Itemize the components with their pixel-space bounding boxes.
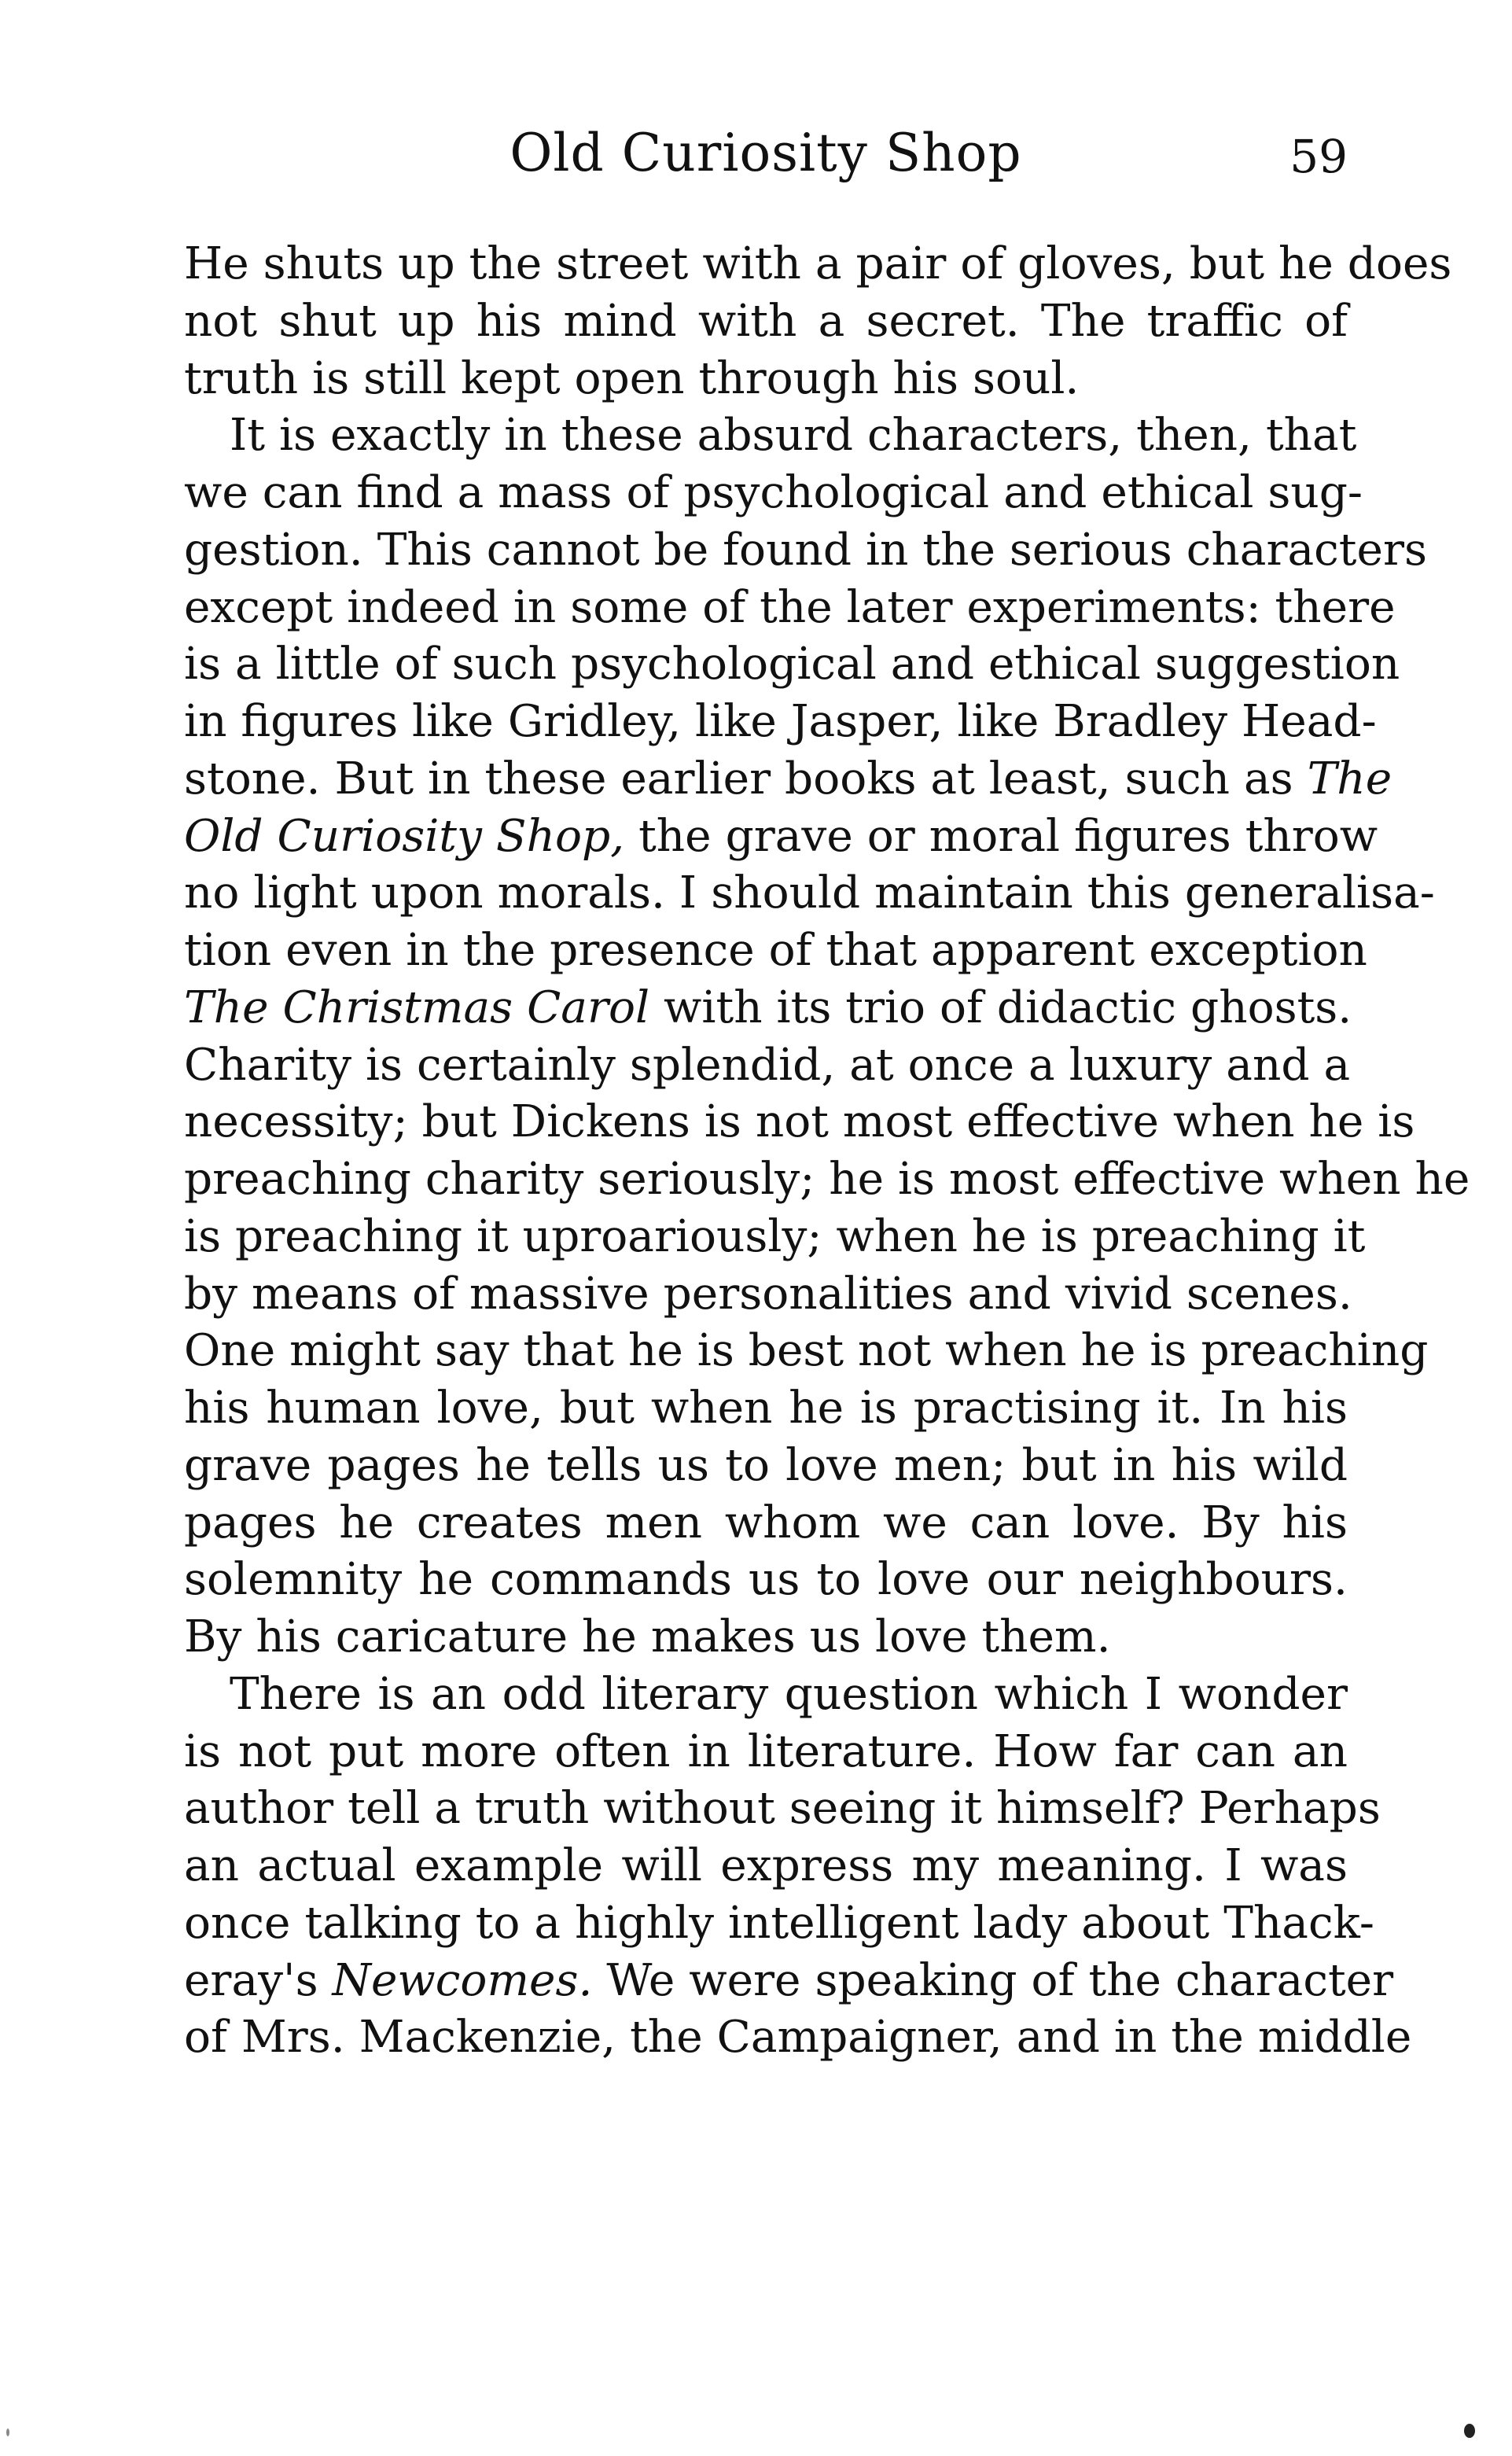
text-line bbox=[184, 351, 1348, 408]
text-line bbox=[184, 980, 1352, 1037]
line-text: his human love, but when he is practising it. In his bbox=[184, 1383, 1348, 1434]
italic-title-text: The bbox=[1307, 753, 1392, 805]
line-text: gestion. This cannot be found in the serious characters bbox=[184, 524, 1427, 576]
line-text: author tell a truth without seeing it himself? Perhaps bbox=[184, 1783, 1381, 1835]
text-line bbox=[184, 1666, 1348, 1724]
line-text: solemnity he commands us to love our neighbours. bbox=[184, 1554, 1348, 1606]
text-line bbox=[184, 293, 1348, 351]
text-line bbox=[184, 694, 1377, 751]
line-text: necessity; but Dickens is not most effective when he is bbox=[184, 1096, 1415, 1148]
line-text: By his caricature he makes us love them. bbox=[184, 1611, 1111, 1662]
line-text: not shut up his mind with a secret. The traffic of bbox=[184, 295, 1348, 347]
line-text: no light upon morals. I should maintain this generalisa- bbox=[184, 867, 1435, 919]
line-text: is not put more often in literature. How far can an bbox=[184, 1725, 1348, 1777]
text-line bbox=[184, 1438, 1348, 1495]
line-text: He shuts up the street with a pair of gloves, but he does bbox=[184, 238, 1452, 289]
line-text: in figures like Gridley, like Jasper, like Bradley Head- bbox=[184, 696, 1377, 747]
line-text: by means of massive personalities and vivid scenes. bbox=[184, 1268, 1352, 1320]
line-text: preaching charity seriously; he is most effective when he bbox=[184, 1154, 1470, 1205]
line-text: we can find a mass of psychological and ethical sug- bbox=[184, 467, 1363, 518]
line-text: One might say that he is best not when he is preaching bbox=[184, 1325, 1429, 1377]
line-text: an actual example will express my meaning. I was bbox=[184, 1840, 1348, 1891]
line-text: Charity is certainly splendid, at once a luxury and a bbox=[184, 1039, 1351, 1091]
text-line bbox=[184, 1495, 1348, 1552]
line-text: is preaching it uproariously; when he is preaching it bbox=[184, 1210, 1366, 1262]
text-line bbox=[184, 1266, 1352, 1324]
text-line bbox=[184, 522, 1427, 580]
text-line bbox=[184, 1151, 1470, 1209]
text-line bbox=[184, 1780, 1381, 1838]
italic-title-text: Newcomes. bbox=[332, 1954, 593, 2006]
text-line bbox=[184, 1094, 1415, 1151]
text-line bbox=[184, 236, 1452, 293]
line-text: pages he creates men whom we can love. By his bbox=[184, 1497, 1348, 1548]
text-line bbox=[184, 1552, 1348, 1609]
text-line bbox=[184, 465, 1363, 522]
scan-speck-left bbox=[6, 2428, 9, 2436]
line-text: with its trio of didactic ghosts. bbox=[649, 981, 1352, 1033]
text-line bbox=[184, 1724, 1348, 1781]
text-line bbox=[184, 1895, 1374, 1953]
text-line bbox=[184, 922, 1367, 980]
text-line bbox=[184, 1323, 1429, 1380]
text-line bbox=[184, 2009, 1412, 2067]
line-text: tion even in the presence of that apparent exception bbox=[184, 925, 1367, 976]
line-text: once talking to a highly intelligent lady about Thack- bbox=[184, 1897, 1374, 1949]
line-text: is a little of such psychological and ethical suggestion bbox=[184, 639, 1400, 690]
italic-title-text: Old Curiosity Shop, bbox=[184, 810, 625, 862]
text-line bbox=[184, 1609, 1348, 1666]
line-text: except indeed in some of the later experiments: there bbox=[184, 581, 1396, 633]
body-text bbox=[184, 236, 1470, 2067]
text-line bbox=[184, 1953, 1394, 2010]
line-text: of Mrs. Mackenzie, the Campaigner, and in the middle bbox=[184, 2012, 1412, 2064]
text-line bbox=[184, 1209, 1366, 1266]
italic-title-text: The Christmas Carol bbox=[184, 981, 650, 1033]
text-line bbox=[184, 751, 1392, 808]
page-number: 59 bbox=[1289, 130, 1348, 183]
line-text: We were speaking of the character bbox=[592, 1954, 1394, 2006]
running-head bbox=[184, 118, 1348, 189]
text-line bbox=[184, 1838, 1348, 1895]
text-line bbox=[184, 865, 1435, 922]
text-line bbox=[184, 636, 1400, 694]
line-text: the grave or moral figures throw bbox=[624, 810, 1378, 862]
scan-speck-right bbox=[1464, 2424, 1475, 2438]
text-line bbox=[184, 580, 1396, 637]
line-text: stone. But in these earlier books at least, such as bbox=[184, 753, 1308, 805]
line-text: truth is still kept open through his soul. bbox=[184, 352, 1080, 404]
text-line bbox=[184, 1380, 1348, 1438]
line-text: It is exactly in these absurd characters, then, that bbox=[230, 410, 1357, 462]
line-text: grave pages he tells us to love men; but in his wild bbox=[184, 1439, 1348, 1491]
text-line bbox=[184, 1037, 1351, 1095]
running-title: Old Curiosity Shop bbox=[510, 123, 1022, 183]
line-text: There is an odd literary question which I wonder bbox=[230, 1668, 1348, 1720]
text-line bbox=[184, 407, 1357, 465]
line-text: eray's bbox=[184, 1954, 333, 2006]
text-line bbox=[184, 808, 1378, 866]
